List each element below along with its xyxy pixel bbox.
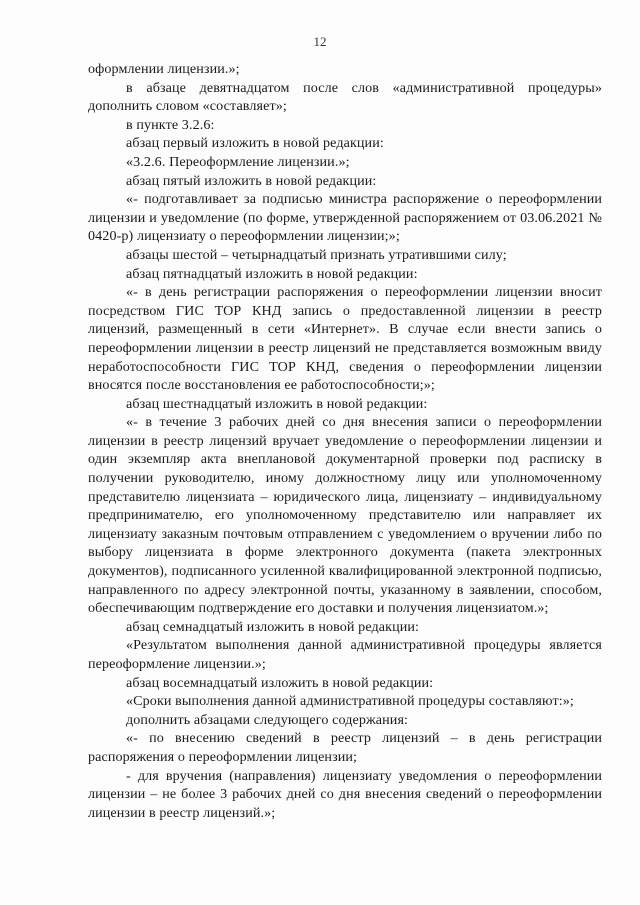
paragraph: абзац пятнадцатый изложить в новой редакции:: [126, 265, 418, 282]
paragraph: абзац семнадцатый изложить в новой редакции:: [126, 618, 420, 635]
paragraph: «- подготавливает за подписью министра распоряжение о переоформлении лицензии и уведомление (по форме, утвержденной распоряжением от 03.06.2021 № 0420-р) лицензиату о переоформлении лицензии;»;: [88, 191, 602, 245]
paragraph: дополнить абзацами следующего содержания:: [126, 711, 409, 728]
paragraph: абзац шестнадцатый изложить в новой редакции:: [126, 395, 428, 412]
paragraph: «Результатом выполнения данной административной процедуры является переоформление лицензии.»;: [88, 637, 602, 672]
paragraph: абзац восемнадцатый изложить в новой редакции:: [126, 674, 434, 691]
paragraph: «- в течение 3 рабочих дней со дня внесения записи о переоформлении лицензии в реестр лицензий вручает уведомление о переоформлении лицензии и один экземпляр акта внеплановой документарной проверки под расписку в получении руководителю, иному должностному лицу или уполномоченному представителю лицензиата – юридического лица, лицензиату – индивидуальному предпринимателю, его уполномоченному представителю или направляет их лицензиату заказным почтовым отправлением с уведомлением о вручении либо по выбору лицензиата в форме электронного документа (пакета электронных документов), подписанного усиленной квалифицированной электронной подписью, направленного по адресу электронной почты, указанному в заявлении, способом, обеспечивающим подтверждение его доставки и получения лицензиатом.»;: [88, 414, 602, 617]
paragraph: - для вручения (направления) лицензиату уведомления о переоформлении лицензии – не более 3 рабочих дней со дня внесения сведений о переоформлении лицензии в реестр лицензий.»;: [88, 767, 602, 821]
paragraph: «Сроки выполнения данной административной процедуры составляют:»;: [126, 693, 574, 710]
paragraph: абзацы шестой – четырнадцатый признать утратившими силу;: [126, 246, 507, 263]
page-number: 12: [313, 34, 327, 49]
paragraph: оформлении лицензии.»;: [88, 61, 240, 77]
paragraph: «3.2.6. Переоформление лицензии.»;: [126, 153, 350, 170]
paragraph: абзац первый изложить в новой редакции:: [126, 135, 384, 152]
paragraph: в абзаце девятнадцатом после слов «административной процедуры» дополнить словом «составляет»;: [88, 79, 602, 115]
paragraph: «- по внесению сведений в реестр лицензий – в день регистрации распоряжения о переоформлении лицензии;: [88, 730, 602, 765]
paragraph: «- в день регистрации распоряжения о переоформлении лицензии вносит посредством ГИС ТОР КНД запись о предоставленной лицензии в реестр лицензий, размещенный в сети «Интернет». В случае если внести запись о переоформлении лицензии в реестр лицензий не представляется возможным ввиду неработоспособности ГИС ТОР КНД, сведения о переоформлении лицензии вносятся после восстановления ее работоспособности;»;: [88, 284, 602, 394]
document-body: [88, 60, 602, 822]
paragraph: абзац пятый изложить в новой редакции:: [126, 172, 377, 189]
paragraph: в пункте 3.2.6:: [126, 116, 215, 133]
